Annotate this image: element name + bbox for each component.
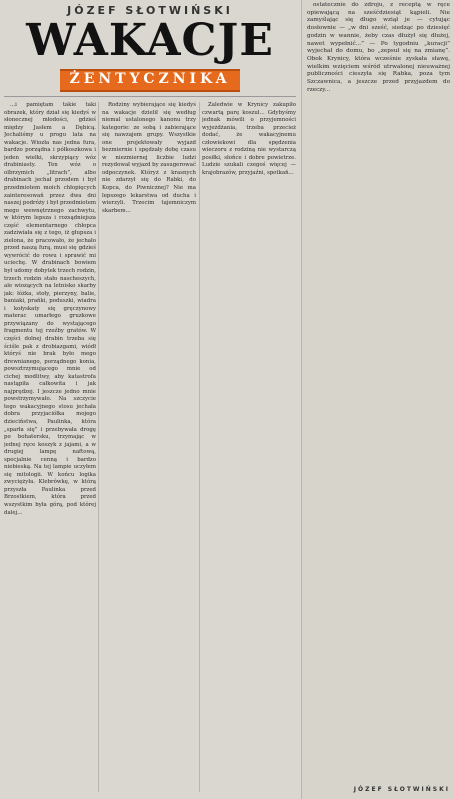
text-column-1 [4, 102, 96, 792]
text-column-4 [307, 2, 450, 782]
article-title: WAKACJE [26, 15, 274, 66]
column-divider [199, 102, 200, 792]
text-column-3 [202, 102, 296, 792]
article-signature: JÓZEF SŁOTWIŃSKI [353, 786, 450, 793]
article-subtitle: ŻENTYCZNIKA [69, 71, 231, 87]
column-text: ostatecznie do zdroju, z receptą w ręce opiewającą na sześćdziesiąt kąpieli. Nie zamyślając się długo wziął je — cytując dosłownie — „w dni sześć, siedząc po dziesięć godzin w wannie, żeby czas dłużył się dłużej, nawet wypełnić...” — Po tygodniu „kuracji” wyjechał do domu, bo „zepsuł się na zmianę”. Obok Krynicy, która wcześnie zyskała sławę, wielkim wzięciem wśród utrwalonej nieuważnej publiczności cieszyła się Rabka, poza tym Szczawnica, a jeszcze przed przyjazdem do rzeczy... [307, 2, 450, 93]
text-column-2 [102, 102, 196, 792]
article-author: JÓZEF SŁOTWIŃSKI [67, 4, 233, 17]
column-text: Rodziny wybierające się kiedyś na wakacje dzielił się według niemal ustalonego kanonu trzy kategorie: ze sobą i zabierające się nawzajem grupy. Wszystkie one projektowały wyjazd bezmiernie i spędzały dobę czasu w niezmiernej liczbie ludzi rezydował wyjazd by zasugerować odpoczynek. Któryż z krasnych nie zdarzył się do Rabki, do Kopca, do Piwnicznej? Nie ma lepszego lekarstwa od ducha i wierzyli. Trzecim tajemniczym skarbem... [102, 102, 196, 214]
column-divider [98, 102, 99, 792]
column-text: ...i pamiętam takie taki obrazek, który dział się kiedyś w słonecznej młodości, gdzieś między Jasłem a Dębicą. Jechaliśmy u progu lata na wakacje. Wiozła nas jedna fura, bardzo porządna i półkoszkowa i jeden wielki, skrzypiący wóz drabiniasty. Ten wóz o olbrzymich „litrach”, albo drabinach jechał przodem i był przedmiotem moich chłopięcych zainteresowań przez dwa dni naszej podróży i był przedmiotem mego wewnętrznego zachwytu, w którym lepsza i rozsądniejsza część elementarnego chłopca zadziwiała się z tego, iż głupsza i zielona, że pracowało, że jechało przed naszą furą, musi się gdzieś wywrócić do rowu i sprawić mi uciechę. W drabinach bowiem był udomy dobytek trzech rodzin, trzech rodzin stało nascheszych, ale wiozących na letnisko skarby jak: łóżka, stoły, pierzyny, balie, baniaki, prańki, poduszki, wiadra i kołyskaty się gręczynowy materac umarłego gruzkowe przywiązany do wystającego fragmentu tej rzeźby gratów. W części dolnej drabin trzeba się ściśle pak z drobiazgami, wiódł któryś nie brak było mego drewnianego, porządnego konia, powsztrzymującego mnie od cichej modlitwy, aby katastrofa nastąpiła całkowita i jak najprędzej. I jeszcze jedno mnie powstrzymywało. Na szczycie tego wakacyjnego stosu jechała dobra przyjaciółka mojego dzieciństwa, Paulinka, która „sparła się” i przebywała drogę po bohatersku, trzymając w jednej ręce koszyk z jajami, a w drugiej lampę naftową, specjalnie cenną i bardzo niebieską. Na tej lampie uczyłem się mitologii. W końcu logika zwyciężyła. Klebrówkę, w którą przyszła Paulinka przed Brzostkiem, która przed wszystkim była górą, pod której dalej... [4, 102, 96, 516]
header-divider [4, 96, 296, 97]
column-text: Zaledwie w Krynicy zakupiło czwartą parę koszul... Gdybyśmy jednak mówili o przyjemności wyjeżdżania, trzeba przecież dodać, że wakacyjnemu człowiekowi dla spędzenia wieczoru z rodziną nie wystarczą posiłki, słońce i dobre powietrze. Ludzie szukali czegoś więcej — krajobrazów, przyjaźni, spotkań... [202, 102, 296, 176]
